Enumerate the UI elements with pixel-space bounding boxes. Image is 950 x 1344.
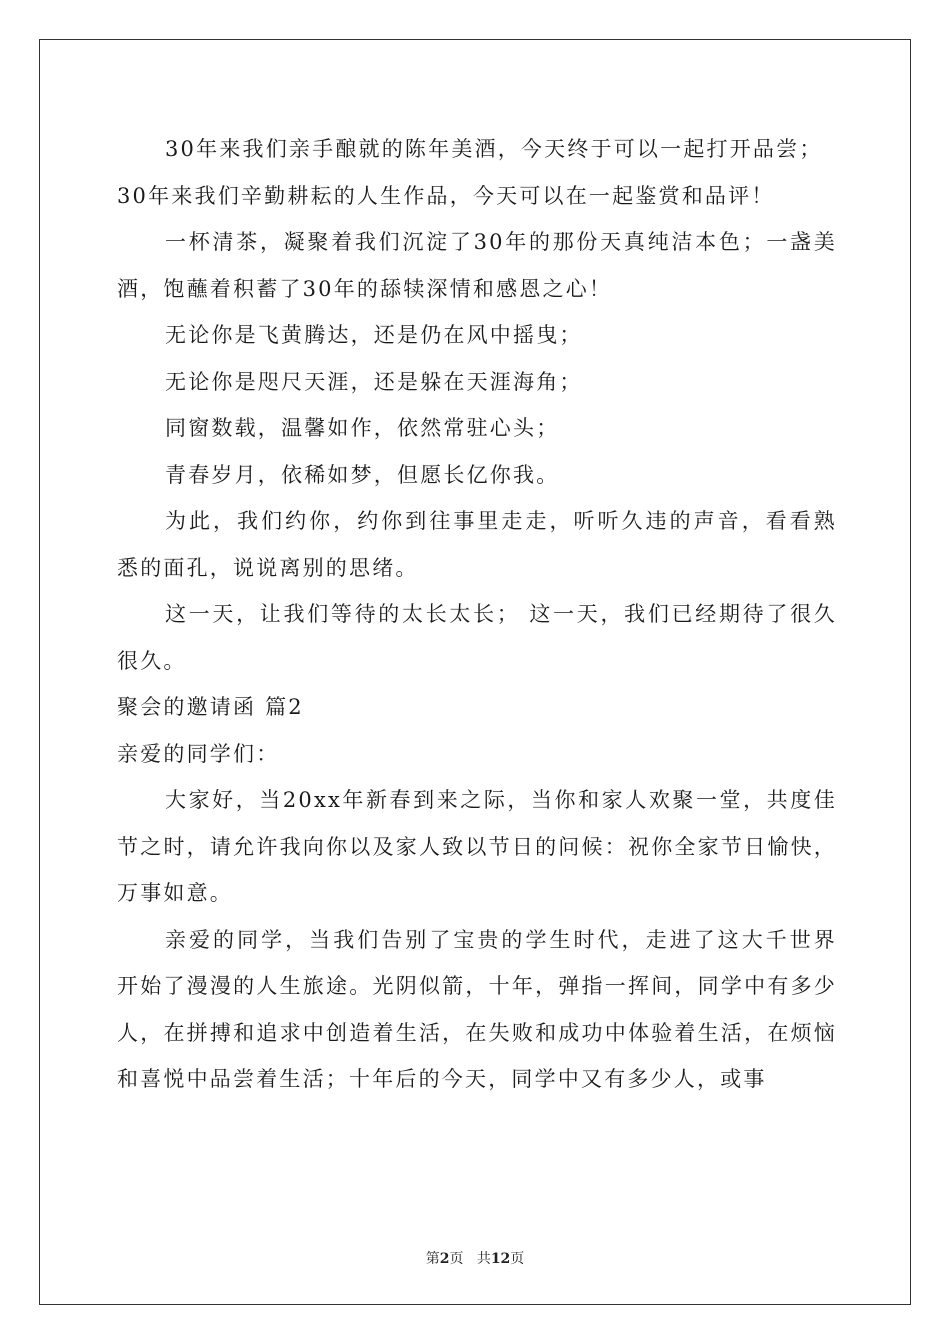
total-pages-number: 12: [490, 1251, 511, 1267]
paragraph: 亲爱的同学，当我们告别了宝贵的学生时代，走进了这大千世界开始了漫漫的人生旅途。光阴似箭，十年，弹指一挥间，同学中有多少人，在拼搏和追求中创造着生活，在失败和成功中体验着生活，在烦恼和喜悦中品尝着生活；十年后的今天，同学中又有多少人，或事: [117, 927, 837, 1091]
footer-page-unit: 页: [449, 1251, 464, 1267]
paragraph: 30年来我们亲手酿就的陈年美酒，今天终于可以一起打开品尝；: [165, 137, 823, 161]
paragraph: 为此，我们约你，约你到往事里走走，听听久违的声音，看看熟悉的面孔，说说离别的思绪。: [117, 509, 837, 580]
section-heading: 聚会的邀请函 篇2: [117, 695, 304, 719]
paragraph: 这一天，让我们等待的太长太长； 这一天，我们已经期待了很久很久。: [117, 602, 837, 673]
paragraph: 30年来我们辛勤耕耘的人生作品，今天可以在一起鉴赏和品评！: [117, 183, 775, 208]
paragraph: 大家好，当20xx年新春到来之际，当你和家人欢聚一堂，共度佳节之时，请允许我向你以及家人致以节日的问候：祝你全家节日愉快，万事如意。: [117, 788, 837, 905]
paragraph: 同窗数载，温馨如作，依然常驻心头；: [165, 416, 560, 440]
footer-prefix: 第: [425, 1251, 440, 1267]
paragraph: 无论你是飞黄腾达，还是仍在风中摇曳；: [165, 323, 583, 347]
paragraph: 无论你是咫尺天涯，还是躲在天涯海角；: [165, 369, 583, 394]
document-body: [117, 126, 837, 1103]
footer-total-prefix: 共: [476, 1251, 491, 1267]
salutation: 亲爱的同学们：: [117, 741, 280, 766]
current-page-number: 2: [439, 1251, 450, 1267]
footer-total-unit: 页: [510, 1251, 525, 1267]
page-footer: [0, 1248, 950, 1268]
paragraph: 青春岁月，依稀如梦，但愿长亿你我。: [165, 462, 560, 487]
paragraph: 一杯清茶，凝聚着我们沉淀了30年的那份天真纯洁本色；一盏美酒，饱蘸着积蓄了30年的舔犊深情和感恩之心！: [117, 230, 837, 301]
